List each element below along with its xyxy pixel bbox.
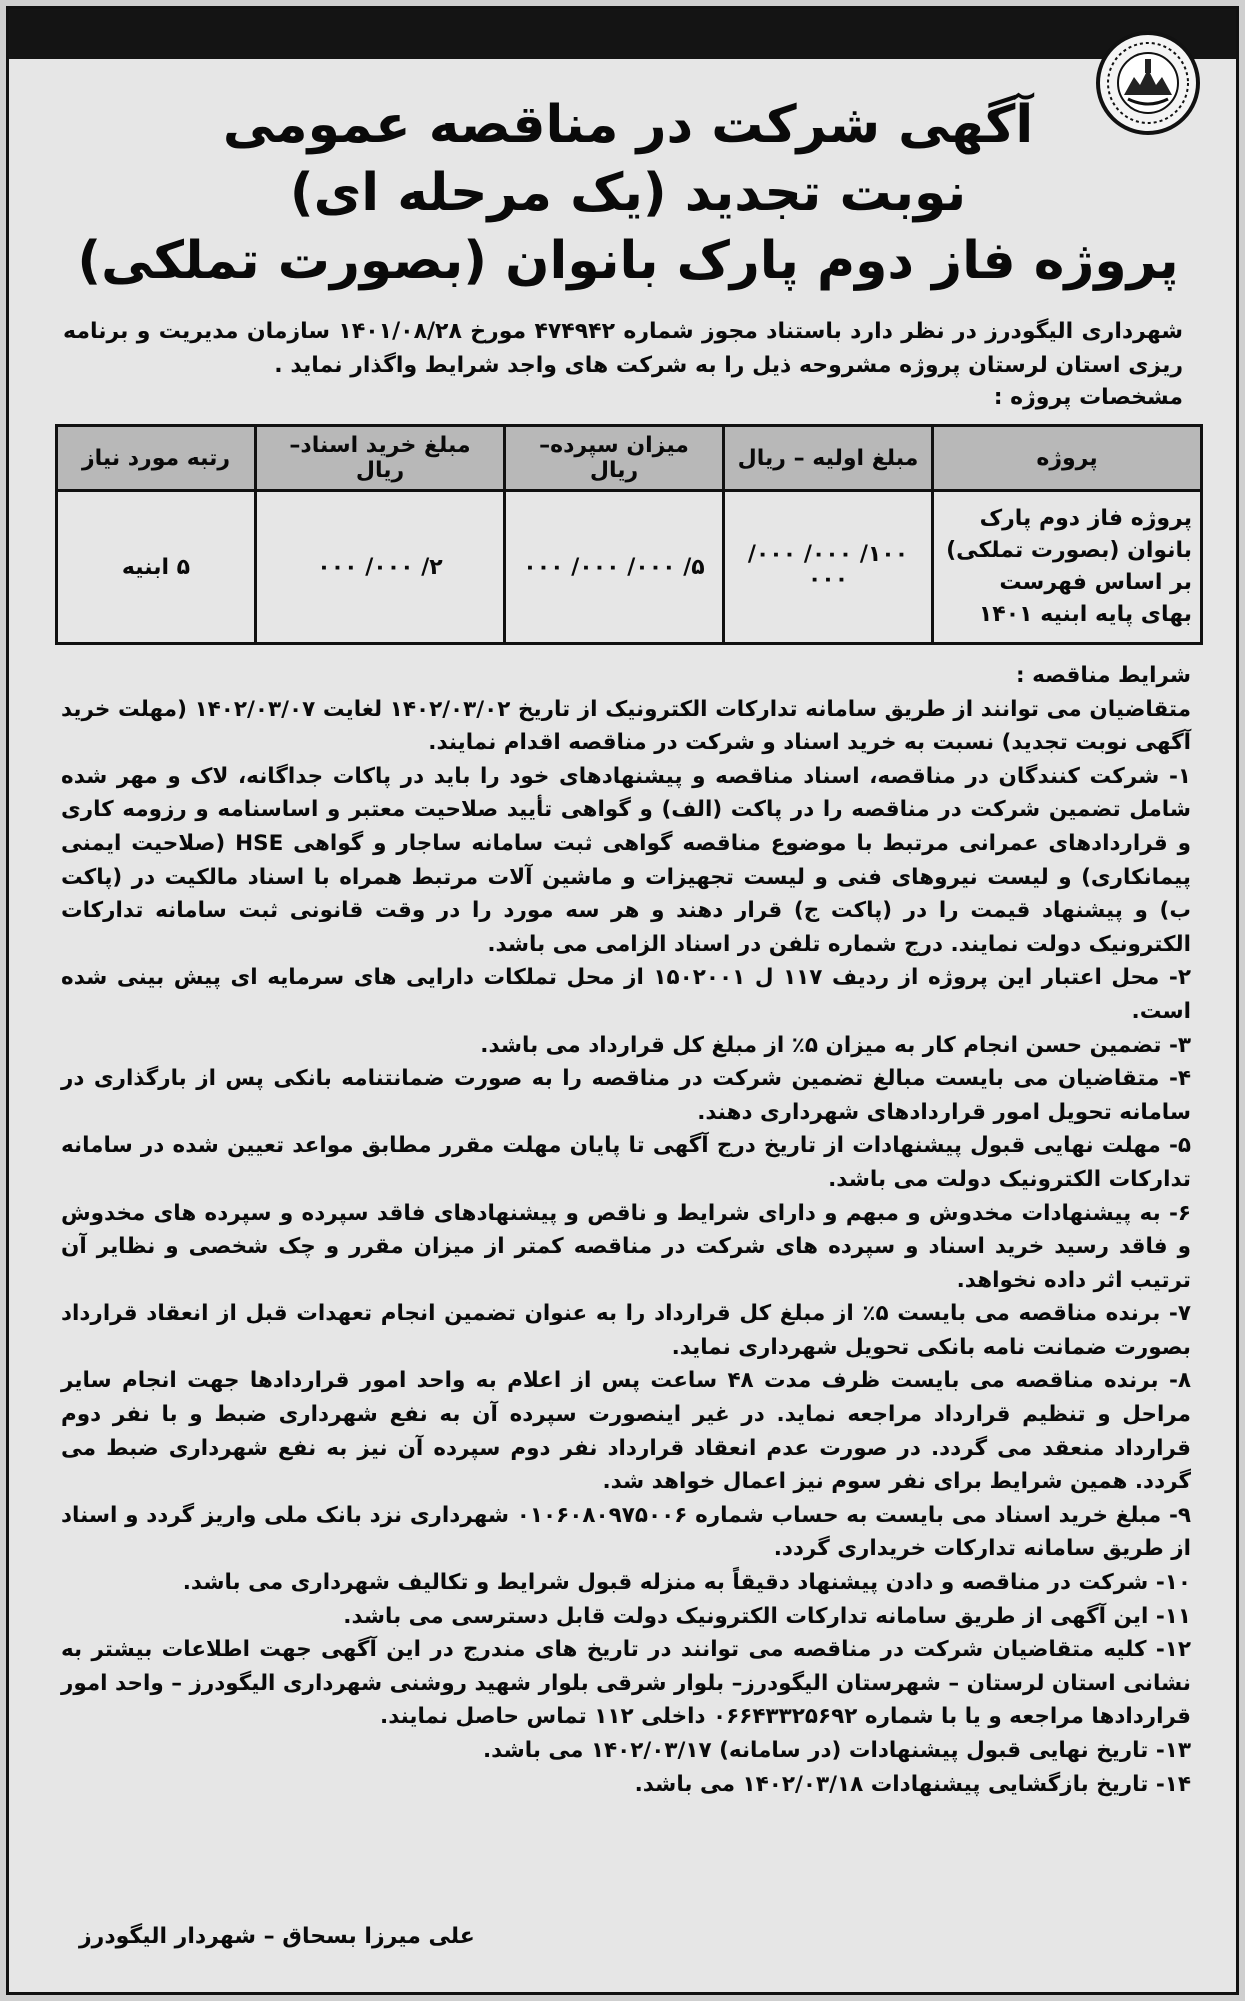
condition-item-6: ۶- به پیشنهادات مخدوش و مبهم و دارای شرایط و ناقص و پیشنهادهای فاقد سپرده و سپرده های مخدوش و فاقد رسید خرید اسناد و سپرده های شرکت در مناقصه کمتر از میزان مقرر و چک شخصی و نظایر آن ترتیب اثر داده نخواهد.: [61, 1200, 1191, 1293]
condition-item-10: ۱۰- شرکت در مناقصه و دادن پیشنهاد دقیقاً به منزله قبول شرایط و تکالیف شهرداری می باشد.: [182, 1570, 1191, 1596]
condition-item-4: ۴- متقاضیان می بایست مبالغ تضمین شرکت در مناقصه را به صورت ضمانتنامه بانکی پس از بارگذاری در سامانه تحویل امور قراردادهای شهرداری دهند.: [61, 1066, 1191, 1125]
condition-item-2: ۲- محل اعتبار این پروژه از ردیف ۱۱۷ ل ۱۵۰۲۰۰۱ از محل تملکات دارایی های سرمایه ای پیش بینی شده است.: [61, 965, 1191, 1024]
cell-initial-amount: ۱۰۰/ ۰۰۰/ ۰۰۰/ ۰۰۰: [724, 491, 933, 644]
condition-item-5: ۵- مهلت نهایی قبول پیشنهادات از تاریخ درج آگهی تا پایان مهلت مقرر مطابق مواعد تعیین شده در سامانه تدارکات الکترونیک دولت می باشد.: [61, 1133, 1191, 1192]
condition-item-11: ۱۱- این آگهی از طریق سامانه تدارکات الکترونیک دولت قابل دسترسی می باشد.: [343, 1603, 1191, 1629]
project-table: [55, 424, 1203, 645]
conditions-section: [61, 659, 1191, 1801]
signature-line: علی میرزا بسحاق – شهردار الیگودرز: [79, 1924, 475, 1949]
cell-document-price: ۲/ ۰۰۰/ ۰۰۰: [256, 491, 505, 644]
condition-item-7: ۷- برنده مناقصه می بایست ۵٪ از مبلغ کل قرارداد را به عنوان تضمین انجام تعهدات قبل از انعقاد قرارداد بصورت ضمانت نامه بانکی تحویل شهرداری نماید.: [61, 1301, 1191, 1360]
notice-content: [43, 59, 1213, 1979]
condition-item-14: ۱۴- تاریخ بازگشایی پیشنهادات ۱۴۰۲/۰۳/۱۸ می باشد.: [634, 1771, 1191, 1797]
notice-subtitle: نوبت تجدید (یک مرحله ای): [289, 163, 967, 223]
cell-deposit: ۵/ ۰۰۰/ ۰۰۰/ ۰۰۰: [505, 491, 724, 644]
column-header-project: پروژه: [933, 426, 1202, 491]
condition-item-9: ۹- مبلغ خرید اسناد می بایست به حساب شماره ۰۱۰۶۰۸۰۹۷۵۰۰۶ شهرداری نزد بانک ملی واریز گردد و اسناد از طریق سامانه تدارکات خریداری گردد.: [61, 1502, 1191, 1562]
column-header-document-price: مبلغ خرید اسناد– ریال: [256, 426, 505, 491]
table-row: [57, 491, 1202, 644]
notice-sheet: [6, 6, 1239, 1995]
cell-project-name: پروژه فاز دوم پارک بانوان (بصورت تملکی) بر اساس فهرست بهای پایه ابنیه ۱۴۰۱: [933, 491, 1202, 644]
project-specs-heading: مشخصات پروژه :: [993, 385, 1183, 410]
column-header-required-grade: رتبه مورد نیاز: [57, 426, 256, 491]
conditions-heading: شرایط مناقصه :: [1015, 663, 1191, 688]
condition-item-12: ۱۲- کلیه متقاضیان شرکت در مناقصه می توانند در تاریخ های مندرج در این آگهی جهت اطلاعات بیشتر به نشانی استان لرستان – شهرستان الیگودرز– بلوار شرقی بلوار شهید روشنی شهرداری الیگودرز – واحد امور قراردادها مراجعه و یا با شماره ۰۶۶۴۳۳۲۵۶۹۲ داخلی ۱۱۲ تماس حاصل نمایند.: [61, 1637, 1191, 1730]
notice-title: آگهی شرکت در مناقصه عمومی: [222, 95, 1034, 155]
intro-paragraph: شهرداری الیگودرز در نظر دارد باستناد مجوز شماره ۴۷۴۹۴۲ مورخ ۱۴۰۱/۰۸/۲۸ سازمان مدیریت و برنامه ریزی استان لرستان پروژه مشروحه ذیل را به شرکت های واجد شرایط واگذار نماید .: [63, 319, 1183, 378]
condition-item-8: ۸- برنده مناقصه می بایست ظرف مدت ۴۸ ساعت پس از اعلام به واحد امور قراردادها جهت انجام سایر مراحل و تنظیم قرارداد مراجعه نماید. در غیر اینصورت سپرده آن به نفع شهرداری ضبط و با نفر دوم قرارداد منعقد می گردد. در صورت عدم انعقاد قرارداد نفر دوم سپرده آن نیز به نفع شهرداری ضبط می گردد. همین شرایط برای نفر سوم نیز اعمال خواهد شد.: [61, 1368, 1191, 1495]
condition-item-1: ۱- شرکت کنندگان در مناقصه، اسناد مناقصه و پیشنهادهای خود را باید در پاکات جداگانه، لاک و مهر شده شامل تضمین شرکت در مناقصه را در پاکت (الف) و گواهی تأیید صلاحیت معتبر و اساسنامه و رزومه کاری و قراردادهای عمرانی مرتبط با موضوع مناقصه گواهی ثبت سامانه ساجار و گواهی HSE (صلاحیت ایمنی پیمانکاری) و لیست نیروهای فنی و لیست تجهیزات و ماشین آلات مرتبط همراه با اسناد مالکیت در (پاکت ب) و پیشنهاد قیمت را در (پاکت ج) قرار دهند و هر سه مورد را در وقت قانونی ثبت سامانه تدارکات الکترونیک دولت نمایند. درج شماره تلفن در اسناد الزامی می باشد.: [61, 763, 1191, 957]
conditions-intro: متقاضیان می توانند از طریق سامانه تدارکات الکترونیک از تاریخ ۱۴۰۲/۰۳/۰۲ لغایت ۱۴۰۲/۰۳/۰۷ (مهلت خرید آگهی نوبت تجدید) نسبت به خرید اسناد و شرکت در مناقصه اقدام نمایند.: [61, 696, 1192, 756]
condition-item-3: ۳- تضمین حسن انجام کار به میزان ۵٪ از مبلغ کل قرارداد می باشد.: [480, 1032, 1191, 1058]
top-black-bar: [9, 9, 1236, 59]
table-header-row: [57, 426, 1202, 491]
condition-item-13: ۱۳- تاریخ نهایی قبول پیشنهادات (در سامانه) ۱۴۰۲/۰۳/۱۷ می باشد.: [483, 1738, 1191, 1763]
column-header-deposit: میزان سپرده– ریال: [505, 426, 724, 491]
column-header-initial-amount: مبلغ اولیه – ریال: [724, 426, 933, 491]
cell-required-grade: ۵ ابنیه: [57, 491, 256, 644]
project-title: پروژه فاز دوم پارک بانوان (بصورت تملکی): [77, 231, 1179, 291]
